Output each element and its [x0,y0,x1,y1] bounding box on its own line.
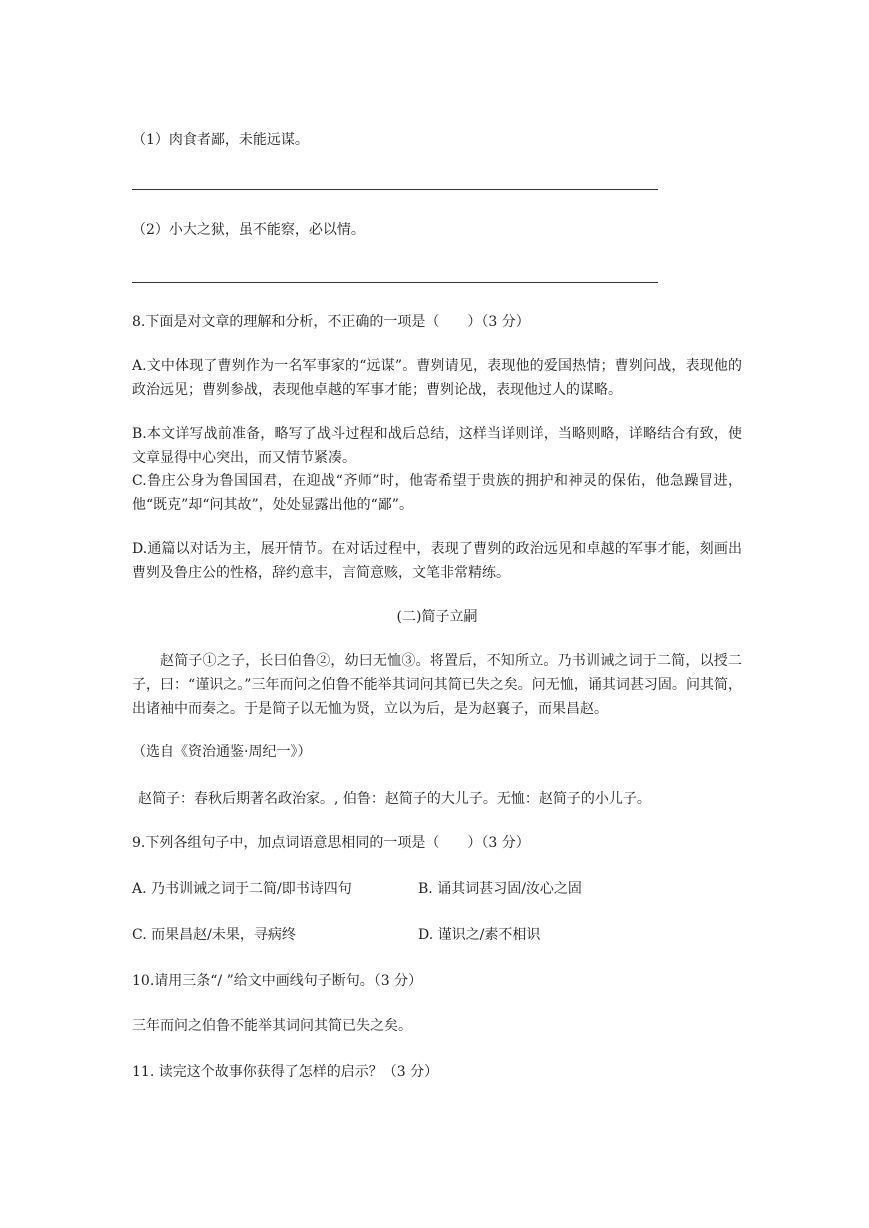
q7-item2: （2）小大之狱，虽不能察，必以情。 [132,222,365,238]
q8-option-c: C.鲁庄公身为鲁国国君，在迎战“齐师”时，他寄希望于贵族的拥护和神灵的保佑，他急躁冒进，他“既克”却“问其故”，处处显露出他的“鄙”。 [132,473,742,513]
q9-stem: 9.下列各组句子中，加点词语意思相同的一项是（ ）（3 分） [132,835,530,851]
q7-item1: （1）肉食者鄙，未能远谋。 [132,132,309,148]
passage2-title: (二)简子立嗣 [396,609,478,625]
passage2-source: （选自《资治通鉴·周纪一》） [132,744,312,760]
q10-stem: 10.请用三条“/ ”给文中画线句子断句。（3 分） [132,973,423,989]
q11-stem: 11. 读完这个故事你获得了怎样的启示？（3 分） [132,1064,439,1080]
q9-option-d: D. 谨识之/素不相识 [418,927,541,943]
q9-option-c: C. 而果昌赵/未果，寻病终 [132,927,296,943]
q8-option-d: D.通篇以对话为主，展开情节。在对话过程中，表现了曹刿的政治远见和卓越的军事才能，刻画出曹刿及鲁庄公的性格，辞约意丰，言简意赅，文笔非常精练。 [132,541,742,581]
q8-option-b: B.本文详写战前准备，略写了战斗过程和战后总结，这样当详则详，当略则略，详略结合有致，使文章显得中心突出，而又情节紧凑。 [132,426,742,466]
q10-sentence: 三年而问之伯鲁不能举其词问其简已失之矣。 [132,1018,412,1034]
q9-option-b: B. 诵其词甚习固/汝心之固 [418,881,582,897]
passage2-notes: 赵简子：春秋后期著名政治家。, 伯鲁：赵简子的大儿子。无恤：赵简子的小儿子。 [138,791,651,807]
q8-stem: 8.下面是对文章的理解和分析，不正确的一项是（ ）（3 分） [132,314,530,330]
q9-option-a: A. 乃书训诫之词于二简/即书诗四句 [132,881,352,897]
passage2-body: 赵简子①之子，长曰伯鲁②，幼曰无恤③。将置后，不知所立。乃书训诫之词于二简，以授二子，曰：“谨识之。”三年而问之伯鲁不能举其词问其简已失之矣。问无恤，诵其词甚习固。问其简，出诸袖中而奏之。于是简子以无恤为贤，立以为后，是为赵襄子，而果昌赵。 [132,653,742,717]
answer-line-1[interactable] [132,189,658,190]
q8-option-a: A.文中体现了曹刿作为一名军事家的“远谋”。曹刿请见，表现他的爱国热情；曹刿问战，表现他的政治远见；曹刿参战，表现他卓越的军事才能；曹刿论战，表现他过人的谋略。 [132,358,742,398]
answer-line-2[interactable] [132,282,658,283]
